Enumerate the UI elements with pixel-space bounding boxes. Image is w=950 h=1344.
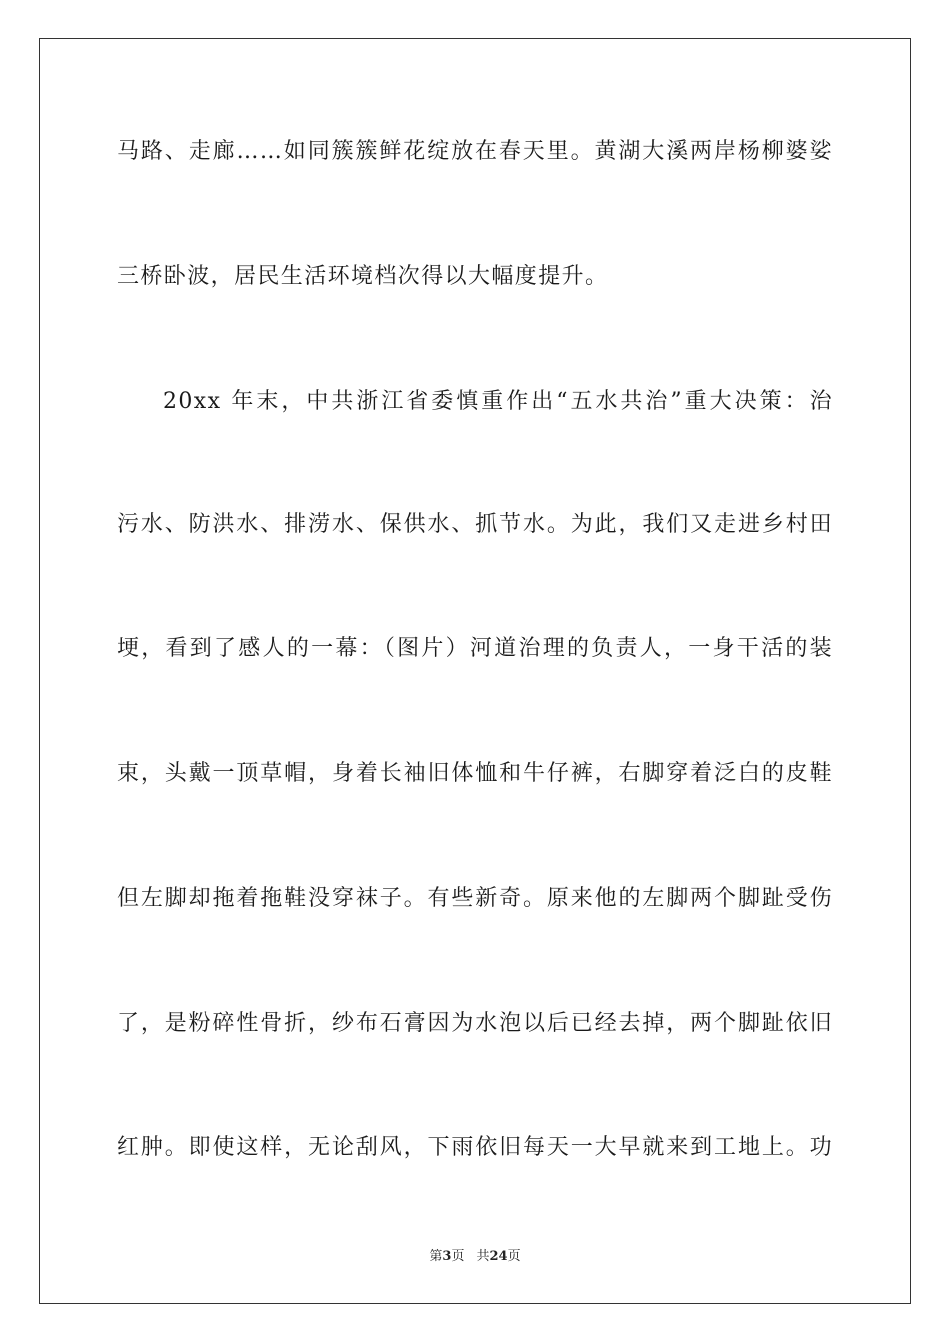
text-line-7: 但左脚却拖着拖鞋没穿袜子。有些新奇。原来他的左脚两个脚趾受伤: [117, 886, 833, 911]
page-footer: [0, 1248, 950, 1266]
footer-total-prefix: 共: [476, 1249, 490, 1264]
text-line-6: 束，头戴一顶草帽，身着长袖旧体恤和牛仔裤，右脚穿着泛白的皮鞋: [117, 761, 833, 786]
text-line-3: 20xx 年末，中共浙江省委慎重作出“五水共治”重大决策：治: [163, 389, 833, 414]
footer-total-suffix: 页: [507, 1249, 521, 1264]
footer-page-suffix: 页: [451, 1249, 465, 1264]
text-line-4: 污水、防洪水、排涝水、保供水、抓节水。为此，我们又走进乡村田: [117, 512, 833, 537]
text-line-9: 红肿。即使这样，无论刮风，下雨依旧每天一大早就来到工地上。功: [117, 1135, 833, 1160]
page-border: [39, 38, 911, 1304]
footer-page-prefix: 第: [429, 1249, 443, 1264]
text-line-8: 了，是粉碎性骨折，纱布石膏因为水泡以后已经去掉，两个脚趾依旧: [117, 1011, 833, 1036]
footer-page-number: 3: [442, 1249, 452, 1264]
text-line-5: 埂，看到了感人的一幕：（图片）河道治理的负责人，一身干活的装: [117, 636, 833, 661]
footer-total-pages: 24: [489, 1249, 508, 1264]
text-line-1: 马路、走廊……如同簇簇鲜花绽放在春天里。黄湖大溪两岸杨柳婆娑: [117, 139, 833, 164]
text-line-2: 三桥卧波，居民生活环境档次得以大幅度提升。: [117, 264, 609, 289]
